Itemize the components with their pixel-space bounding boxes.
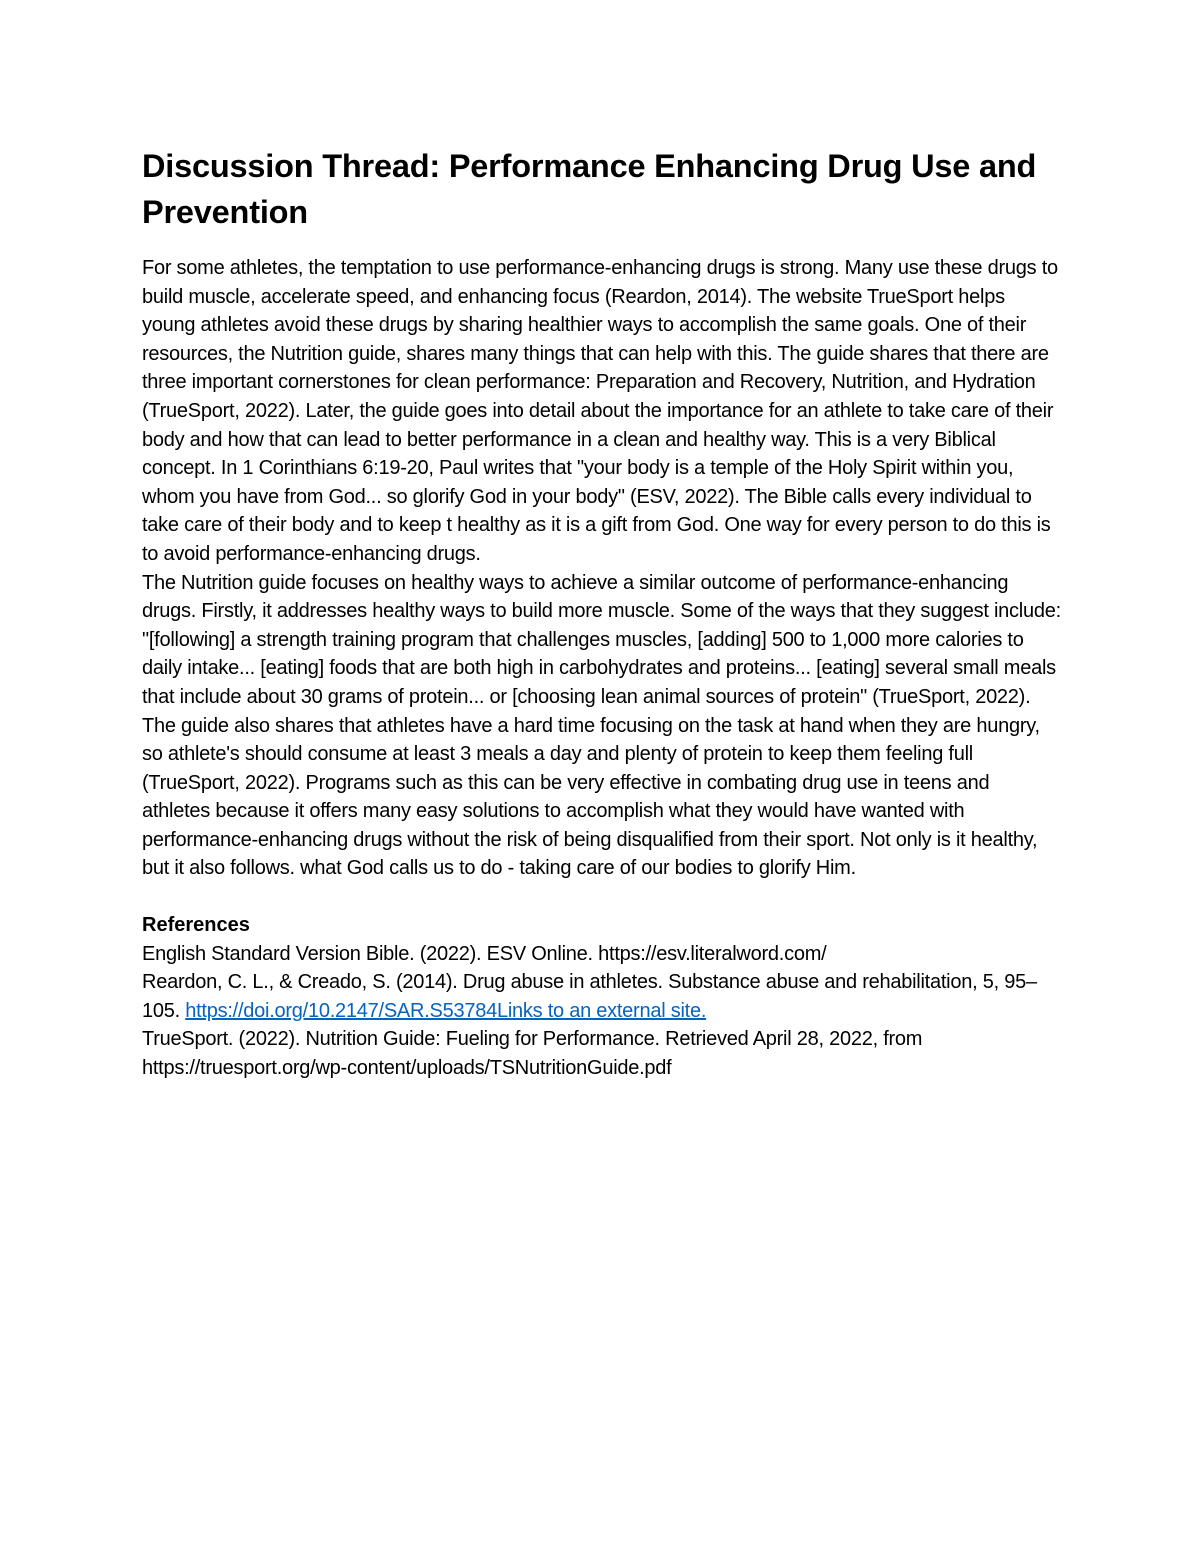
document-page — [142, 143, 1062, 1083]
doi-link[interactable]: https://doi.org/10.2147/SAR.S53784Links to an external site. — [185, 999, 707, 1022]
references-section — [142, 911, 1062, 1083]
page-title: Discussion Thread: Performance Enhancing Drug Use and Prevention — [142, 148, 1037, 230]
reference-reardon — [142, 968, 1062, 1025]
body-paragraph-1: For some athletes, the temptation to use performance-enhancing drugs is strong. Many use these drugs to build muscle, accelerate speed, and enhancing focus (Reardon, 2014). The website TrueSport helps young athletes avoid these drugs by sharing healthier ways to accomplish the same goals. One of their resources, the Nutrition guide, shares many things that can help with this. The guide shares that there are three important cornerstones for clean performance: Preparation and Recovery, Nutrition, and Hydration (TrueSport, 2022). Later, the guide goes into detail about the importance for an athlete to take care of their body and how that can lead to better performance in a clean and healthy way. This is a very Biblical concept. In 1 Corinthians 6:19-20, Paul writes that "your body is a temple of the Holy Spirit within you, whom you have from God... so glorify God in your body" (ESV, 2022). The Bible calls every individual to take care of their body and to keep t healthy as it is a gift from God. One way for every person to do this is to avoid performance-enhancing drugs. — [142, 257, 1058, 565]
reference-truesport: TrueSport. (2022). Nutrition Guide: Fueling for Performance. Retrieved April 28, 2022, from https://truesport.org/wp-content/uploads/TSNutritionGuide.pdf — [142, 1028, 923, 1080]
references-heading: References — [142, 914, 250, 937]
body-paragraph-2: The Nutrition guide focuses on healthy ways to achieve a similar outcome of performance-enhancing drugs. Firstly, it addresses healthy ways to build more muscle. Some of the ways that they suggest include: "[following] a strength training program that challenges muscles, [adding] 500 to 1,000 more calories to daily intake... [eating] foods that are both high in carbohydrates and proteins... [eating] several small meals that include about 30 grams of protein... or [choosing lean animal sources of protein" (TrueSport, 2022). The guide also shares that athletes have a hard time focusing on the task at hand when they are hungry, so athlete's should consume at least 3 meals a day and plenty of protein to keep them feeling full (TrueSport, 2022). Programs such as this can be very effective in combating drug use in teens and athletes because it offers many easy solutions to accomplish what they would have wanted with performance-enhancing drugs without the risk of being disqualified from their sport. Not only is it healthy, but it also follows. what God calls us to do - taking care of our bodies to glorify Him. — [142, 571, 1061, 880]
reference-reardon-text: Reardon, C. L., & Creado, S. (2014). Drug abuse in athletes. Substance abuse and rehabilitation, 5, 95–105. — [142, 971, 1037, 1022]
reference-esv: English Standard Version Bible. (2022). ESV Online. https://esv.literalword.com/ — [142, 942, 827, 965]
